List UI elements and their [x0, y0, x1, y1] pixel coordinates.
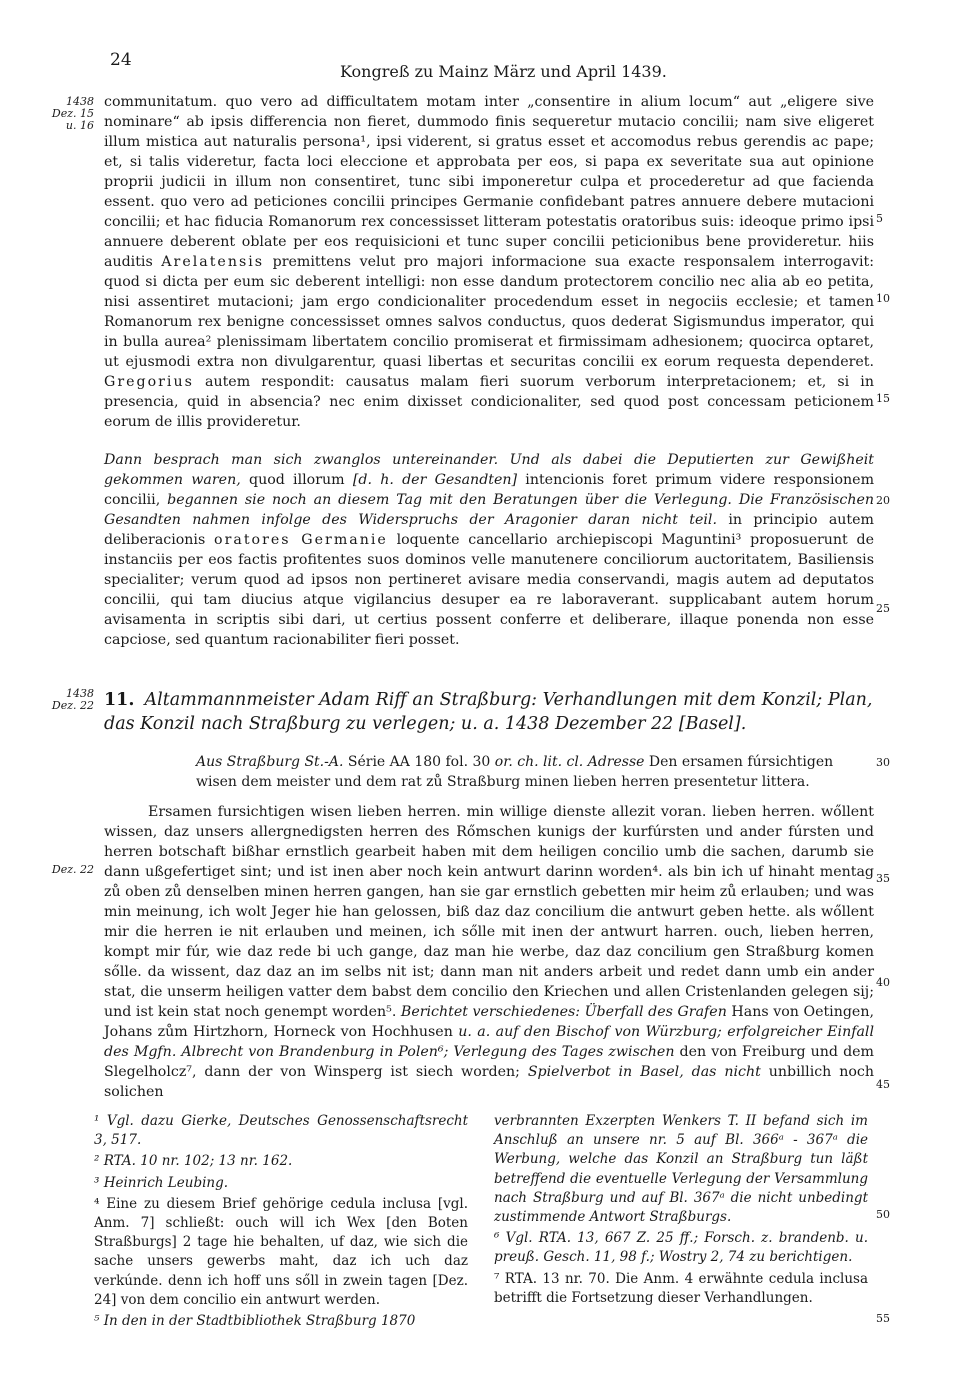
line-number: 50 [876, 1208, 890, 1221]
margin-date-top: 1438 Dez. 15 u. 16 [51, 95, 94, 132]
running-title: Kongreß zu Mainz März und April 1439. [340, 62, 667, 81]
line-number: 10 [876, 292, 890, 305]
footnote: ³ Heinrich Leubing. [94, 1174, 229, 1191]
line-number: 55 [876, 1312, 890, 1325]
margin-date-dez22: Dez. 22 [51, 863, 94, 876]
footnote: ⁶ Vgl. RTA. 13, 667 Z. 25 ff.; Forsch. z. brandenb. u. preuß. Gesch. 11, 98 f.; Wostry 2, 74 zu berichtigen. [494, 1230, 868, 1266]
line-number: 5 [876, 212, 883, 225]
body-paragraph-2: Dann besprach man sich zwanglos untereinander. Und als dabei die Deputierten zur Gewißheit gekommen waren, quod illorum [d. h. der Gesandten] intencionis foret primum videre responsionem concilii, begannen sie noch an diesem Tag mit den Beratungen über die Verlegung. Die Französischen Gesandten nahmen infolge des Widerspruchs der Aragonier daran nicht teil. in principio autem deliberacionis oratores Germanie loquente cancellario archiepiscopi Maguntini³ proposuerunt de instanciis per eos factis profitentes suos dominos velle manutenere conciliorum auctoritatem, Basiliensis specialiter; verum quod ad ipsos non pertineret avisare media conservandi, magis autem ad deputatos concilii, qui tam diucius atque vigilancius desuper ea re laboraverant. supplicabant autem horum avisamenta in scriptis sibi dari, ut certius possent conferre et deliberare, illaque ponenda non esse capciose, sed quantum racionabiliter fieri posset. [104, 452, 875, 648]
line-number: 35 [876, 872, 890, 885]
document-heading [104, 688, 874, 736]
line-number: 15 [876, 392, 890, 405]
line-number: 20 [876, 494, 890, 507]
footnote: verbrannten Exzerpten Wenkers T. II befand sich im Anschluß an unsere nr. 5 auf Bl. 366ᵃ - 367ᵃ die Werbung, welche das Konzil an Straßburg tun läßt betreffend die eventuelle Verlegung der Versammlung nach Straßburg und auf Bl. 367ᵃ die nicht unbedingt zustimmende Antwort Straßburgs. [494, 1113, 868, 1226]
line-number: 25 [876, 602, 890, 615]
footnotes-right [494, 1112, 868, 1310]
page-number: 24 [110, 50, 132, 70]
body-paragraph-1: communitatum. quo vero ad difficultatem motam inter „consentire in alium locum“ aut „eligere sive nominare“ ab ipsis differencia non fieret, dummodo finis sequeretur mutacio concilii; nam sive eligeret illum mistica aut naturalis persona¹, ipsi viderent, si gratus esset et accomodus rebus gerendis ac pape; et, si talis videretur, facta loci eleccione et approbata per eos, si papa ex severitate sua aut opinione proprii judicii in illum non consentiret, tunc sibi imponeretur culpa et procederetur ad que facienda essent. quo vero ad peticiones concilii principes Germanie confidebant patres annuere debere mutacioni concilii; et hac fiducia Romanorum rex concessisset litteram potestatis oratoribus suis: ideoque primo ipsi annuere deberent oblate per eos requisicioni et tunc super concilii peticionibus bene provideretur. hiis auditis Arelatensis premittens velut pro majori informacione sua exacte responsalem interrogavit: quod si dicta per eum sic deberent intelligi: non esse dandum protectorem concilio nec alia ab eo petita, nisi assentiret mutacioni; jam ergo condicionaliter procedendum esset in negociis ecclesie; et tamen Romanorum rex benigne concessisset omnes salvos conductus, quos dederat Sigismundus imperator, qui in bulla aurea² plenissimam libertatem concilio promiserat et firmissimam adhesionem; quocirca optaret, ut ejusmodi extra non divulgarentur, quasi libertas et securitas concilii ex eorum requesta dependeret. Gregorius autem respondit: causatus malam fieri suorum verborum interpretacionem; et, si in presencia, quid in absencia? nec enim dixisset condicionaliter, sed quod post concessam peticionem eorum de illis provideretur. [104, 94, 875, 430]
line-number: 30 [876, 756, 890, 769]
footnote: ⁴ Eine zu diesem Brief gehörige cedula inclusa [vgl. Anm. 7] schließt: ouch will ich Wex [den Boten Straßburgs] 2 tage hie behalten, uf daz, wie sich die sache unsers gewerbs maht, daz ich uch daz verkúnde. denn ich hoff uns sőll in zwein tagen [Dez. 24] von dem concilio ein antwurt werden. [94, 1195, 468, 1308]
footnote: ⁷ RTA. 13 nr. 70. Die Anm. 4 erwähnte cedula inclusa betrifft die Fortsetzung dieser Verhandlungen. [494, 1270, 868, 1306]
document-number: 11. [104, 690, 135, 710]
margin-date-doc11: 1438 Dez. 22 [51, 687, 94, 712]
footnote: ² RTA. 10 nr. 102; 13 nr. 162. [94, 1153, 293, 1170]
document-title: Altammannmeister Adam Riff an Straßburg: Verhandlungen mit dem Konzil; Plan, das Konzil nach Straßburg zu verlegen; u. a. 1438 Dezember 22 [Basel]. [104, 690, 873, 734]
letter-text: Ersamen fursichtigen wisen lieben herren. min willige dienste allezit voran. lieben herren. wőllent wissen, daz unsers allergnedigsten herren des Rőmschen kunigs der kurfúrsten und ander fúrsten und herren botschaft bißhar ernstlich gearbeit haben mit dem heiligen concilio umb die sachen, darumb sie dann ußgefertiget sint; und ist inen aber noch kein antwurt darinn worden⁴. als bin ich uf hinaht mentag zů oben zů denselben minen herren gangen, han sie gar ernstlich gebetten mir heim zů erlauben; und was min meinung, ich wolt Jeger hie han gelossen, biß daz daz concilium die antwurt geben hette. als wőllent mir die herren ie nit erlauben und meinen, ich sőlle mit inen der antwurt harren. ouch, lieben herren, kompt mir fúr, wie daz rede bi uch gange, daz man hie werbe, daz daz concilium gen Straßburg komen sőlle. da wissent, daz daz an im selbs nit ist; dann man nit anders arbeit und redet dann umb ein ander stat, die unserm heiligen vatter dem babst dem concilio den Kriechen und allen Cristenlanden gelegen sij; und ist kein stat noch genempt worden⁵. Berichtet verschiedenes: Überfall des Grafen Hans von Oetingen, Johans zům Hirtzhorn, Horneck von Hochhusen u. a. auf den Bischof von Würzburg; erfolgreicher Einfall des Mgfn. Albrecht von Brandenburg in Polen⁶; Verlegung des Tages zwischen den von Freiburg und dem Slegelholcz⁷, dann der von Winsperg ist siech worden; Spielverbot in Basel, das nicht unbillich noch solichen [104, 804, 874, 1100]
footnote: ¹ Vgl. dazu Gierke, Deutsches Genossenschaftsrecht 3, 517. [94, 1113, 468, 1149]
line-number: 40 [876, 976, 890, 989]
source-note: Aus Straßburg St.-A. Série AA 180 fol. 30 or. ch. lit. cl. Adresse Den ersamen fúrsichtigen wisen dem meister und dem rat zů Straßburg minen lieben herren presentetur littera. [196, 754, 834, 790]
footnotes-left [94, 1112, 468, 1333]
footnote: ⁵ In den in der Stadtbibliothek Straßburg 1870 [94, 1313, 416, 1330]
line-number: 45 [876, 1078, 890, 1091]
